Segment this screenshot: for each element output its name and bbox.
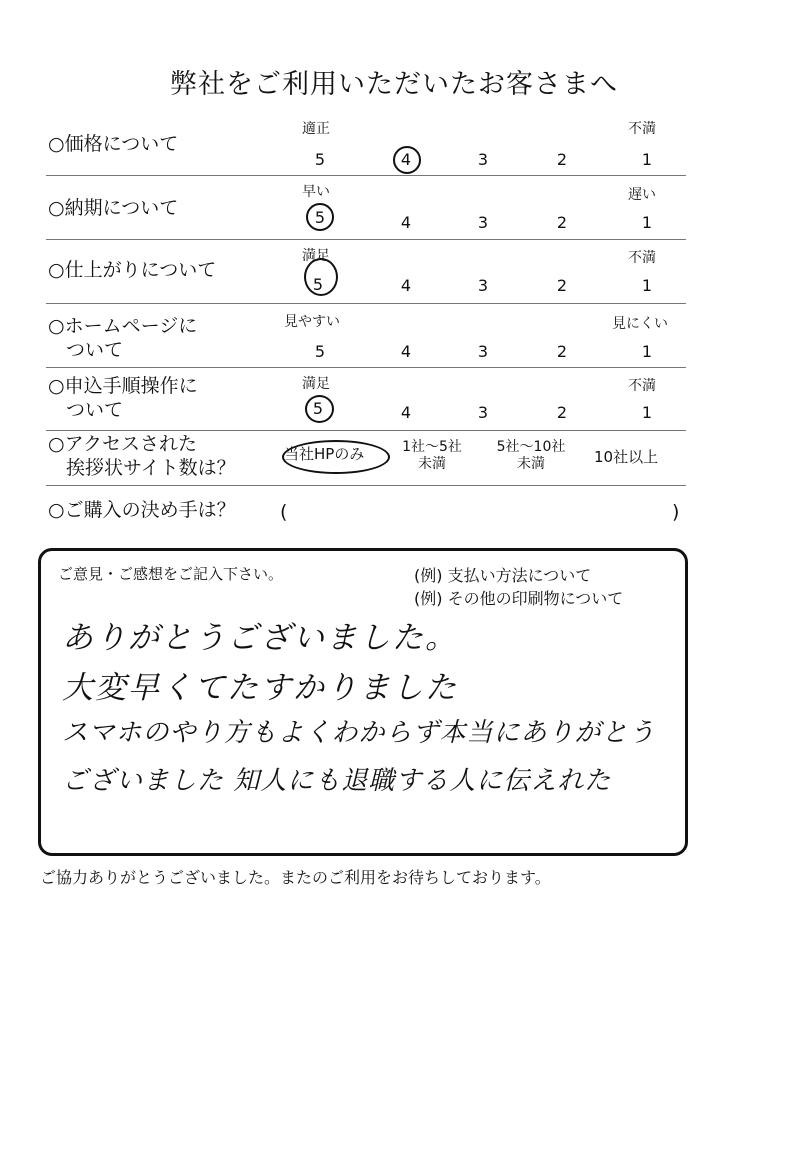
access-option-5-10-line2: 未満 [517, 456, 545, 472]
procedure-option-3[interactable]: 3 [477, 403, 489, 422]
price-right-label: 不満 [628, 121, 656, 137]
question-delivery: ○納期について [48, 197, 179, 219]
finish-right-label: 不満 [628, 250, 656, 266]
procedure-selection-circle [305, 395, 334, 423]
procedure-option-4[interactable]: 4 [400, 403, 412, 422]
price-option-5[interactable]: 5 [314, 150, 326, 169]
delivery-option-2[interactable]: 2 [556, 213, 568, 232]
divider [46, 367, 686, 368]
question-access-line1: ○アクセスされた [48, 433, 198, 455]
handwritten-line-1: ありがとうございました。 [62, 620, 458, 656]
procedure-left-label: 満足 [302, 376, 330, 392]
finish-option-3[interactable]: 3 [477, 276, 489, 295]
access-option-5-10-line1[interactable]: 5社～10社 [496, 439, 566, 455]
purchase-close-paren: ) [672, 501, 680, 523]
handwritten-line-3: スマホのやり方もよくわからず本当にありがとう [62, 718, 656, 748]
procedure-right-label: 不満 [628, 378, 656, 394]
handwritten-line-4: ございました 知人にも退職する人に伝えれた [62, 766, 612, 796]
delivery-right-label: 遅い [628, 187, 656, 203]
website-option-5[interactable]: 5 [314, 342, 326, 361]
finish-selection-circle [304, 258, 338, 296]
access-option-10-plus[interactable]: 10社以上 [594, 448, 659, 466]
question-procedure-line1: ○申込手順操作に [48, 375, 198, 397]
price-option-3[interactable]: 3 [477, 150, 489, 169]
purchase-open-paren: ( [280, 501, 288, 523]
delivery-option-3[interactable]: 3 [477, 213, 489, 232]
procedure-option-5[interactable]: 5 [312, 399, 324, 418]
website-option-3[interactable]: 3 [477, 342, 489, 361]
access-option-1-5-line1[interactable]: 1社～5社 [402, 439, 462, 455]
price-selection-circle [393, 146, 421, 174]
price-option-1[interactable]: 1 [641, 150, 653, 169]
procedure-option-2[interactable]: 2 [556, 403, 568, 422]
divider [46, 303, 686, 304]
comments-example-2: (例) その他の印刷物について [414, 589, 624, 608]
divider [46, 175, 686, 176]
procedure-option-1[interactable]: 1 [641, 403, 653, 422]
delivery-option-4[interactable]: 4 [400, 213, 412, 232]
website-right-label: 見にくい [612, 316, 668, 332]
website-option-2[interactable]: 2 [556, 342, 568, 361]
question-access-line2: 挨拶状サイト数は？ [66, 457, 236, 479]
comments-prompt: ご意見・ご感想をご記入下さい。 [58, 565, 284, 583]
price-option-2[interactable]: 2 [556, 150, 568, 169]
access-option-1-5-line2: 未満 [418, 456, 446, 472]
price-left-label: 適正 [302, 121, 330, 137]
handwritten-line-2: 大変早くてたすかりました [62, 670, 458, 706]
question-price: ○価格について [48, 133, 179, 155]
question-website-line1: ○ホームページに [48, 315, 198, 337]
question-purchase: ○ご購入の決め手は？ [48, 499, 236, 521]
question-procedure-line2: ついて [66, 399, 124, 421]
finish-option-5[interactable]: 5 [312, 275, 324, 294]
comments-example-1: (例) 支払い方法について [414, 566, 592, 585]
finish-option-4[interactable]: 4 [400, 276, 412, 295]
delivery-left-label: 早い [302, 184, 330, 200]
access-selection-circle [282, 440, 390, 474]
divider [46, 239, 686, 240]
delivery-selection-circle [306, 203, 334, 231]
question-website-line2: ついて [66, 339, 124, 361]
page-title: 弊社をご利用いただいたお客さまへ [170, 69, 618, 100]
question-finish: ○仕上がりについて [48, 259, 217, 281]
delivery-option-5[interactable]: 5 [314, 208, 326, 227]
delivery-option-1[interactable]: 1 [641, 213, 653, 232]
footer-text: ご協力ありがとうございました。またのご利用をお待ちしております。 [40, 868, 551, 887]
website-option-4[interactable]: 4 [400, 342, 412, 361]
divider [46, 485, 686, 486]
price-option-4[interactable]: 4 [400, 150, 412, 169]
divider [46, 430, 686, 431]
finish-left-label: 満足 [302, 248, 330, 264]
access-option-own-site[interactable]: 当社HPのみ [284, 445, 365, 463]
finish-option-1[interactable]: 1 [641, 276, 653, 295]
website-option-1[interactable]: 1 [641, 342, 653, 361]
finish-option-2[interactable]: 2 [556, 276, 568, 295]
website-left-label: 見やすい [284, 314, 340, 330]
